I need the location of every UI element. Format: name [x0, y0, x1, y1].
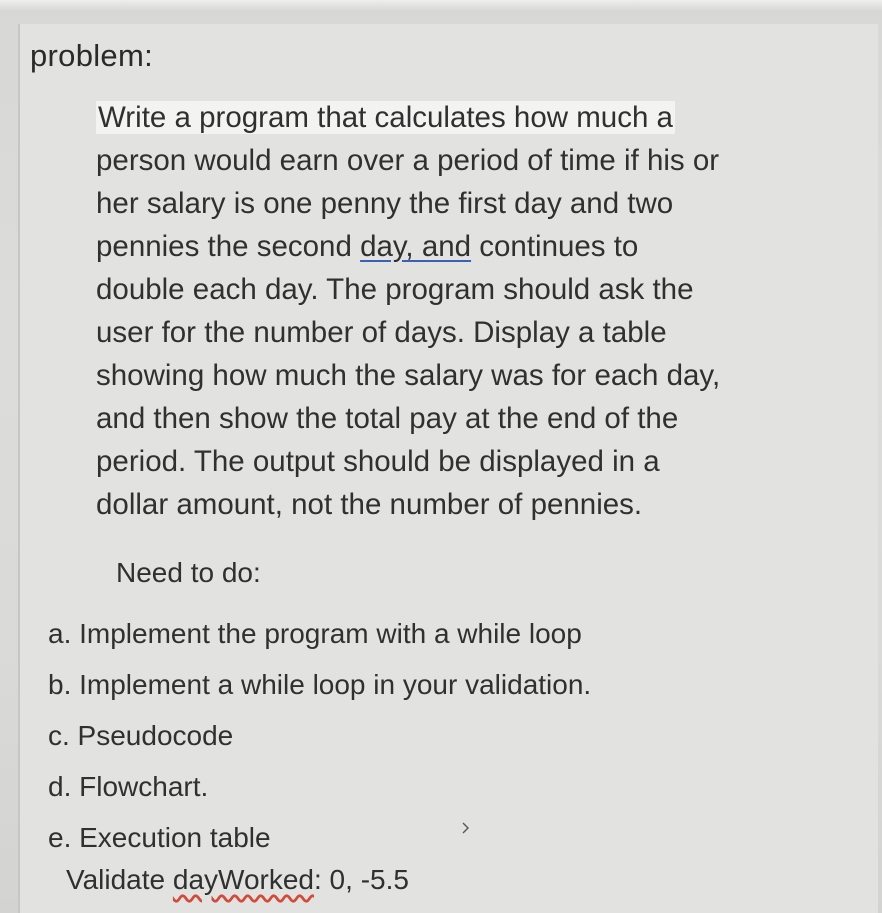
need-to-do-label: Need to do:	[116, 557, 261, 588]
validation-line	[66, 864, 409, 896]
validate-prefix: Validate	[66, 864, 173, 895]
task-item-d: d. Flowchart.	[48, 771, 209, 802]
task-item-e: e. Execution table	[48, 822, 271, 853]
statement-line: her salary is one penny the first day and two	[96, 187, 674, 220]
statement-line	[96, 225, 856, 268]
problem-statement	[96, 96, 856, 526]
task-list	[48, 608, 591, 863]
highlighted-text: Write a program that calculates how much a	[98, 101, 673, 134]
task-item-b: b. Implement a while loop in your validation.	[48, 669, 592, 700]
spellcheck-flagged-word[interactable]: dayWorked	[172, 864, 314, 895]
statement-line	[96, 96, 856, 139]
underlined-phrase[interactable]: day, and	[360, 230, 472, 263]
task-item-a: a. Implement the program with a while loop	[48, 618, 582, 649]
statement-line: period. The output should be displayed in a	[96, 445, 660, 478]
statement-line: person would earn over a period of time if his or	[96, 144, 720, 177]
statement-line: double each day. The program should ask the	[96, 273, 694, 306]
problem-heading: problem:	[30, 38, 154, 73]
top-edge	[0, 0, 882, 10]
statement-fragment: continues to	[471, 230, 639, 263]
statement-line: dollar amount, not the number of pennies.	[96, 488, 643, 521]
validate-values: : 0, -5.5	[314, 864, 409, 895]
statement-line: and then show the total pay at the end of the	[96, 402, 679, 435]
cursor-arrow-icon	[462, 822, 470, 834]
statement-line: showing how much the salary was for each day,	[96, 359, 721, 392]
task-item-c: c. Pseudocode	[48, 720, 234, 751]
statement-fragment: pennies the second	[96, 230, 361, 263]
statement-line: user for the number of days. Display a table	[96, 316, 667, 349]
